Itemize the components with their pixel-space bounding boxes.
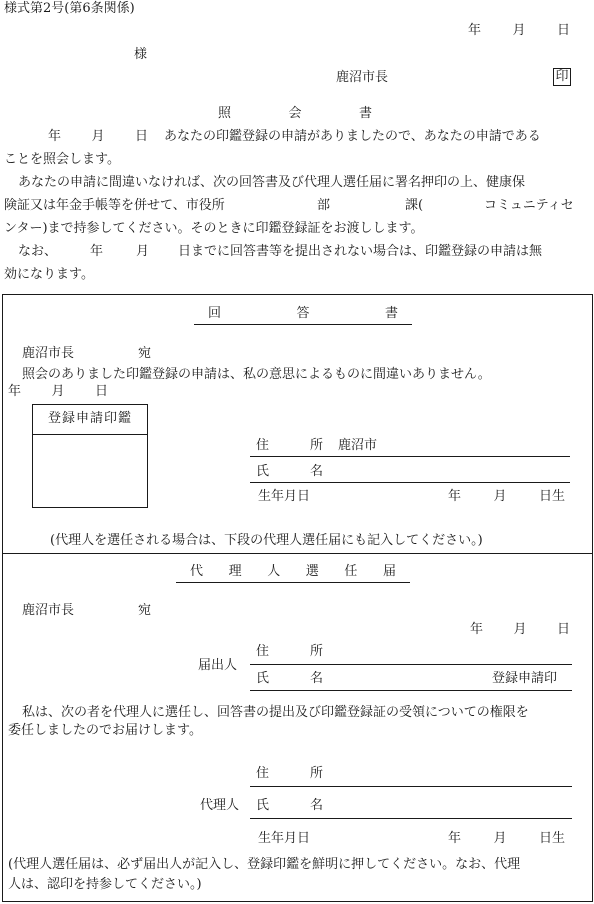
reply-birth-suffix (448, 488, 565, 506)
agent-address-label-2: 所 (310, 766, 324, 781)
proxy-title-char: 理 (228, 564, 242, 579)
top-date-year: 年 (468, 23, 482, 38)
reply-address-label-1: 住 (256, 438, 270, 453)
birth-month: 月 (493, 831, 507, 846)
proxy-title-char: 人 (267, 564, 281, 579)
date-year: 年 (8, 384, 22, 399)
birth-day: 日生 (538, 831, 565, 846)
birth-year: 年 (448, 489, 462, 504)
proxy-title-char: 届 (382, 564, 396, 579)
reply-address-label-2: 所 (310, 438, 324, 453)
seal-box-label: 登録申請印鑑 (47, 411, 132, 426)
proxy-statement-line1: 私は、次の者を代理人に選任し、回答書の提出及び印鑑登録証の受領についての権限を (22, 705, 529, 720)
agent-birth-suffix (448, 830, 565, 848)
notice-p2-line2-b: 部 (317, 198, 331, 213)
proxy-title-char: 選 (305, 564, 319, 579)
notice-p2-line3: ンター)まで持参してください。そのときに印鑑登録証をお渡しします。 (4, 221, 424, 236)
reply-date (8, 383, 108, 401)
reply-address-line[interactable] (250, 456, 570, 457)
reply-title-char: 答 (296, 306, 310, 321)
notice-p3-prefix: なお、 (18, 244, 58, 259)
top-date-month: 月 (512, 23, 526, 38)
issuer-name: 鹿沼市長 (336, 70, 389, 85)
notice-title (218, 105, 372, 123)
date-month: 月 (513, 622, 527, 637)
birth-year: 年 (448, 831, 462, 846)
notice-p2-line1: あなたの申請に間違いなければ、次の回答書及び代理人選任届に署名押印の上、健康保 (18, 175, 526, 190)
agent-address-line[interactable] (250, 786, 572, 787)
reply-title-char: 回 (208, 306, 222, 321)
notice-p2-line2-a: 険証又は年金手帳等を併せて、市役所 (4, 198, 225, 213)
proxy-date (470, 621, 570, 639)
agent-name-label-1: 氏 (256, 798, 270, 813)
reply-to-suffix: 宛 (138, 346, 152, 361)
notice-p2-line2-c: 課( (405, 198, 424, 213)
applicant-name-line[interactable] (250, 690, 572, 691)
form-label: 様式第2号(第6条関係) (4, 1, 135, 16)
addressee-suffix: 様 (134, 47, 148, 62)
section-divider (2, 553, 593, 554)
agent-birth-label: 生年月日 (258, 831, 311, 846)
birth-month: 月 (493, 489, 507, 504)
date-day: 日 (556, 622, 570, 637)
date-day: 日 (134, 129, 148, 144)
reply-name-label-1: 氏 (256, 464, 270, 479)
notice-p3-month: 月 (136, 244, 150, 259)
reply-title-underline (194, 324, 412, 325)
date-year: 年 (470, 622, 484, 637)
proxy-note-line1: (代理人選任届は、必ず届出人が記入し、登録印鑑を鮮明に押してください。なお、代理 (8, 857, 521, 872)
reply-address-value: 鹿沼市 (338, 438, 378, 453)
notice-p1-date (48, 128, 148, 146)
date-year: 年 (48, 129, 62, 144)
agent-address-label-1: 住 (256, 766, 270, 781)
applicant-address-label-1: 住 (256, 644, 270, 659)
birth-day: 日生 (538, 489, 565, 504)
proxy-title (190, 563, 396, 581)
notice-p3-line2: 効になります。 (4, 267, 94, 282)
date-day: 日 (94, 384, 108, 399)
agent-label: 代理人 (200, 798, 240, 813)
applicant-registered-seal: 登録申請印 (492, 671, 558, 686)
proxy-title-underline (176, 582, 410, 583)
reply-title (208, 305, 398, 323)
applicant-address-line[interactable] (250, 664, 572, 665)
applicant-label: 届出人 (198, 658, 238, 673)
reply-name-line[interactable] (250, 482, 570, 483)
notice-title-char: 照 (218, 106, 232, 121)
date-month: 月 (91, 129, 105, 144)
reply-to-name: 鹿沼市長 (22, 346, 75, 361)
proxy-note-line2: 人は、認印を持参してください。) (8, 877, 202, 892)
proxy-title-char: 任 (344, 564, 358, 579)
date-month: 月 (51, 384, 65, 399)
agent-name-label-2: 名 (310, 798, 324, 813)
reply-birth-label: 生年月日 (258, 489, 311, 504)
notice-p3-line1-rest: 日までに回答書等を提出されない場合は、印鑑登録の申請は無 (178, 244, 543, 259)
notice-p1-line1: あなたの印鑑登録の申請がありましたので、あなたの申請である (164, 129, 541, 144)
notice-p2-line2-d: コミュニティセ (484, 198, 574, 213)
notice-p3-year: 年 (90, 244, 104, 259)
applicant-address-label-2: 所 (310, 644, 324, 659)
top-date (468, 22, 570, 40)
agent-name-line[interactable] (250, 818, 572, 819)
reply-note: (代理人を選任される場合は、下段の代理人選任届にも記入してください。) (50, 533, 483, 548)
proxy-to-suffix: 宛 (138, 603, 152, 618)
proxy-to-name: 鹿沼市長 (22, 603, 75, 618)
reply-name-label-2: 名 (310, 464, 324, 479)
applicant-name-label-1: 氏 (256, 671, 270, 686)
notice-title-char: 会 (288, 106, 302, 121)
reply-statement: 照会のありました印鑑登録の申請は、私の意思によるものに間違いありません。 (22, 367, 491, 382)
notice-title-char: 書 (358, 106, 372, 121)
proxy-statement-line2: 委任しましたのでお届けします。 (8, 723, 202, 738)
seal-box-divider (32, 434, 148, 435)
proxy-title-char: 代 (190, 564, 204, 579)
issuer-seal-mark: 印 (553, 68, 571, 86)
applicant-name-label-2: 名 (310, 671, 324, 686)
notice-p1-line2: ことを照会します。 (4, 152, 120, 167)
top-date-day: 日 (556, 23, 570, 38)
reply-title-char: 書 (384, 306, 398, 321)
